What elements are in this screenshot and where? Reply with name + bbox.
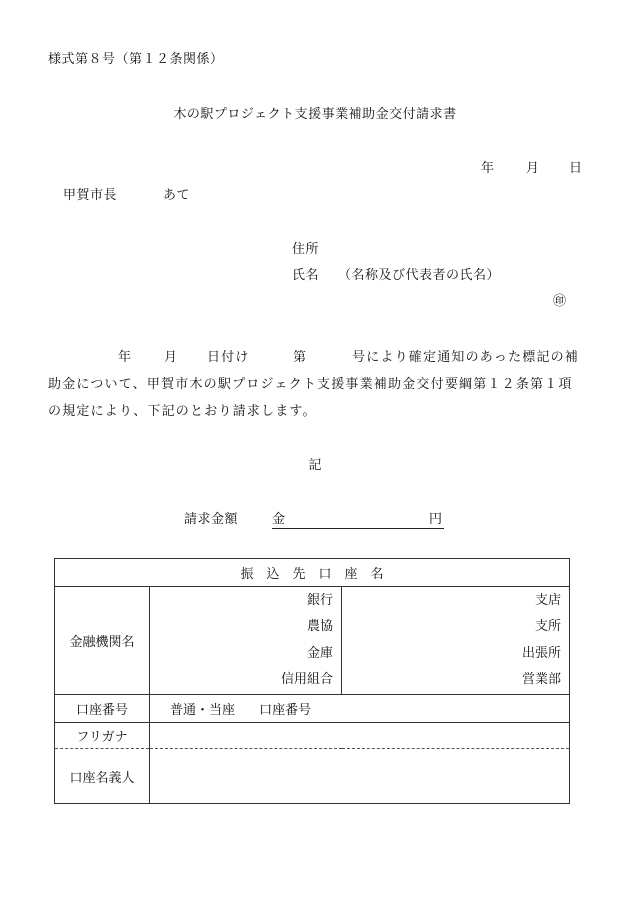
branch-type-branch: 支店 — [535, 592, 562, 608]
body-year: 年 — [118, 350, 133, 365]
account-holder-field[interactable] — [150, 749, 570, 804]
account-number-inline-label: 口座番号 — [259, 703, 312, 718]
addressee-honorific: あて — [163, 188, 191, 203]
branch-type-outpost: 出張所 — [522, 645, 562, 661]
institution-type-coop: 農協 — [306, 619, 333, 634]
claim-unit: 円 — [428, 512, 442, 527]
institution-type-bank: 銀行 — [306, 592, 333, 608]
body-date-suffix: 日付け — [207, 350, 250, 365]
institution-type-credit-union: 信用組合 — [280, 672, 333, 687]
claim-label: 請求金額 — [184, 512, 239, 527]
ki-marker: 記 — [308, 458, 322, 473]
account-number-cell[interactable] — [150, 695, 570, 723]
account-holder-label: 口座名義人 — [55, 749, 150, 804]
body-line1-rest: 号により確定通知のあった標記の補 — [352, 350, 580, 365]
institution-name-cell[interactable] — [150, 587, 342, 695]
date-day: 日 — [569, 161, 583, 176]
body-number-prefix: 第 — [293, 350, 308, 365]
branch-name-cell[interactable] — [342, 587, 570, 695]
branch-type-office: 支所 — [535, 619, 562, 634]
institution-type-shinkin: 金庫 — [306, 645, 333, 661]
table-header: 振 込 先 口 座 名 — [55, 559, 570, 587]
form-number: 様式第８号（第１２条関係） — [48, 52, 224, 67]
furigana-field[interactable] — [150, 723, 570, 749]
institution-label: 金融機関名 — [55, 587, 150, 695]
name-note: （名称及び代表者の氏名） — [338, 268, 501, 283]
date-month: 月 — [526, 161, 540, 176]
body-line2: 助金について、甲賀市木の駅プロジェクト支援事業補助金交付要綱第１２条第１項 — [48, 377, 573, 392]
body-line3: の規定により、下記のとおり請求します。 — [48, 404, 317, 419]
account-number-label: 口座番号 — [55, 695, 150, 723]
name-label: 氏名 — [292, 268, 320, 283]
document-title: 木の駅プロジェクト支援事業補助金交付請求書 — [173, 107, 457, 122]
address-label: 住所 — [292, 242, 320, 257]
body-month: 月 — [164, 350, 179, 365]
branch-type-business-dept: 営業部 — [522, 672, 562, 687]
date-year: 年 — [481, 161, 495, 176]
bank-account-table — [54, 558, 570, 804]
account-type: 普通・当座 — [170, 703, 236, 718]
furigana-label: フリガナ — [55, 723, 150, 749]
addressee-name: 甲賀市長 — [63, 188, 118, 203]
seal-mark: ㊞ — [553, 294, 567, 309]
claim-amount-field[interactable] — [272, 512, 444, 529]
claim-prefix: 金 — [272, 512, 286, 527]
